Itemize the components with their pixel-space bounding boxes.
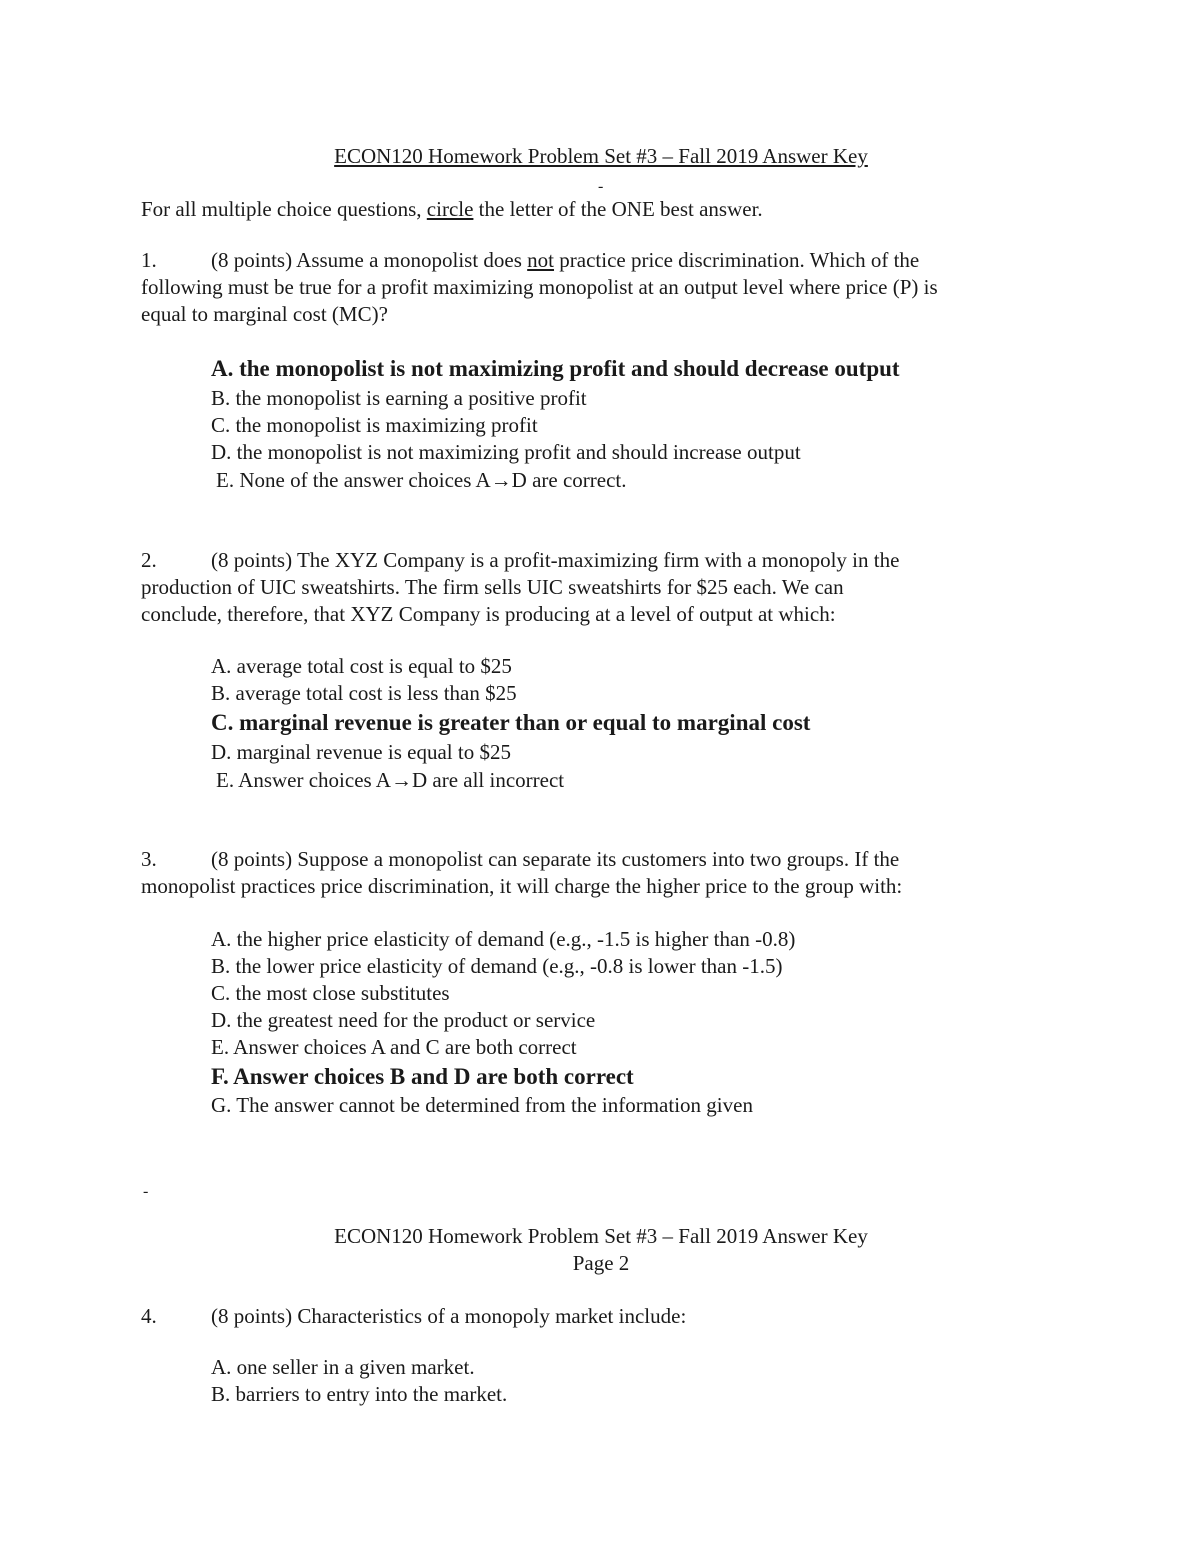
question-3-option-b: B. the lower price elasticity of demand (e.g., -0.8 is lower than -1.5) [211,954,783,978]
question-1-line-3: equal to marginal cost (MC)? [141,302,388,326]
question-3-number: 3. [141,847,157,871]
question-4-option-b: B. barriers to entry into the market. [211,1382,508,1406]
question-1-option-d: D. the monopolist is not maximizing profit and should increase output [211,440,801,464]
question-3-line-2: monopolist practices price discrimination, it will charge the higher price to the group with: [141,874,903,898]
question-1-underlined: not [527,248,555,272]
page-2-title: ECON120 Homework Problem Set #3 – Fall 2019 Answer Key [334,1224,868,1248]
instructions-text-start: For all multiple choice questions, [141,197,427,221]
question-3-option-g: G. The answer cannot be determined from the information given [211,1093,753,1117]
instructions [141,196,1061,223]
instructions-text-end: the letter of the ONE best answer. [473,197,763,221]
question-2-option-d: D. marginal revenue is equal to $25 [211,740,511,764]
question-1-option-c: C. the monopolist is maximizing profit [211,413,538,437]
question-1-line-1 [141,247,1061,274]
question-1-number: 1. [141,248,157,272]
question-1-text-end: practice price discrimination. Which of the [554,248,920,272]
question-3-option-c: C. the most close substitutes [211,981,450,1005]
question-1-text-start: (8 points) Assume a monopolist does [211,248,528,272]
question-2-text: (8 points) The XYZ Company is a profit-maximizing firm with a monopoly in the [211,548,900,572]
question-2-option-e: E. Answer choices A→D are all incorrect [216,768,565,792]
question-4-option-a: A. one seller in a given market. [211,1355,475,1379]
question-1-option-b: B. the monopolist is earning a positive profit [211,386,587,410]
question-1-option-e: E. None of the answer choices A→D are correct. [216,468,627,492]
question-4-number: 4. [141,1304,157,1328]
question-3-line-1 [141,846,1061,873]
instructions-underlined: circle [426,197,474,221]
question-3-option-a: A. the higher price elasticity of demand (e.g., -1.5 is higher than -0.8) [211,927,796,951]
question-3-option-e: E. Answer choices A and C are both correct [211,1035,577,1059]
question-2-number: 2. [141,548,157,572]
question-3-option-d: D. the greatest need for the product or service [211,1008,596,1032]
question-2-line-1 [141,547,1061,574]
question-2-option-a: A. average total cost is equal to $25 [211,654,512,678]
question-2-option-c-correct: C. marginal revenue is greater than or equal to marginal cost [211,710,811,735]
question-2-option-b: B. average total cost is less than $25 [211,681,517,705]
question-1-option-a-correct: A. the monopolist is not maximizing profit and should decrease output [211,356,900,381]
question-3-option-f-correct: F. Answer choices B and D are both correct [211,1064,634,1089]
page-number: Page 2 [572,1251,630,1275]
question-1-line-2: following must be true for a profit maximizing monopolist at an output level where price (P) is [141,275,938,299]
question-4-text: (8 points) Characteristics of a monopoly market include: [211,1304,687,1328]
question-2-line-3: conclude, therefore, that XYZ Company is producing at a level of output at which: [141,602,836,626]
page-break-mark: - [143,1183,149,1200]
question-4-line-1 [141,1303,1061,1330]
page-title: ECON120 Homework Problem Set #3 – Fall 2019 Answer Key [334,144,868,168]
dash-mark: - [598,178,604,195]
question-2-line-2: production of UIC sweatshirts. The firm sells UIC sweatshirts for $25 each. We can [141,575,844,599]
question-3-text: (8 points) Suppose a monopolist can separate its customers into two groups. If the [211,847,900,871]
